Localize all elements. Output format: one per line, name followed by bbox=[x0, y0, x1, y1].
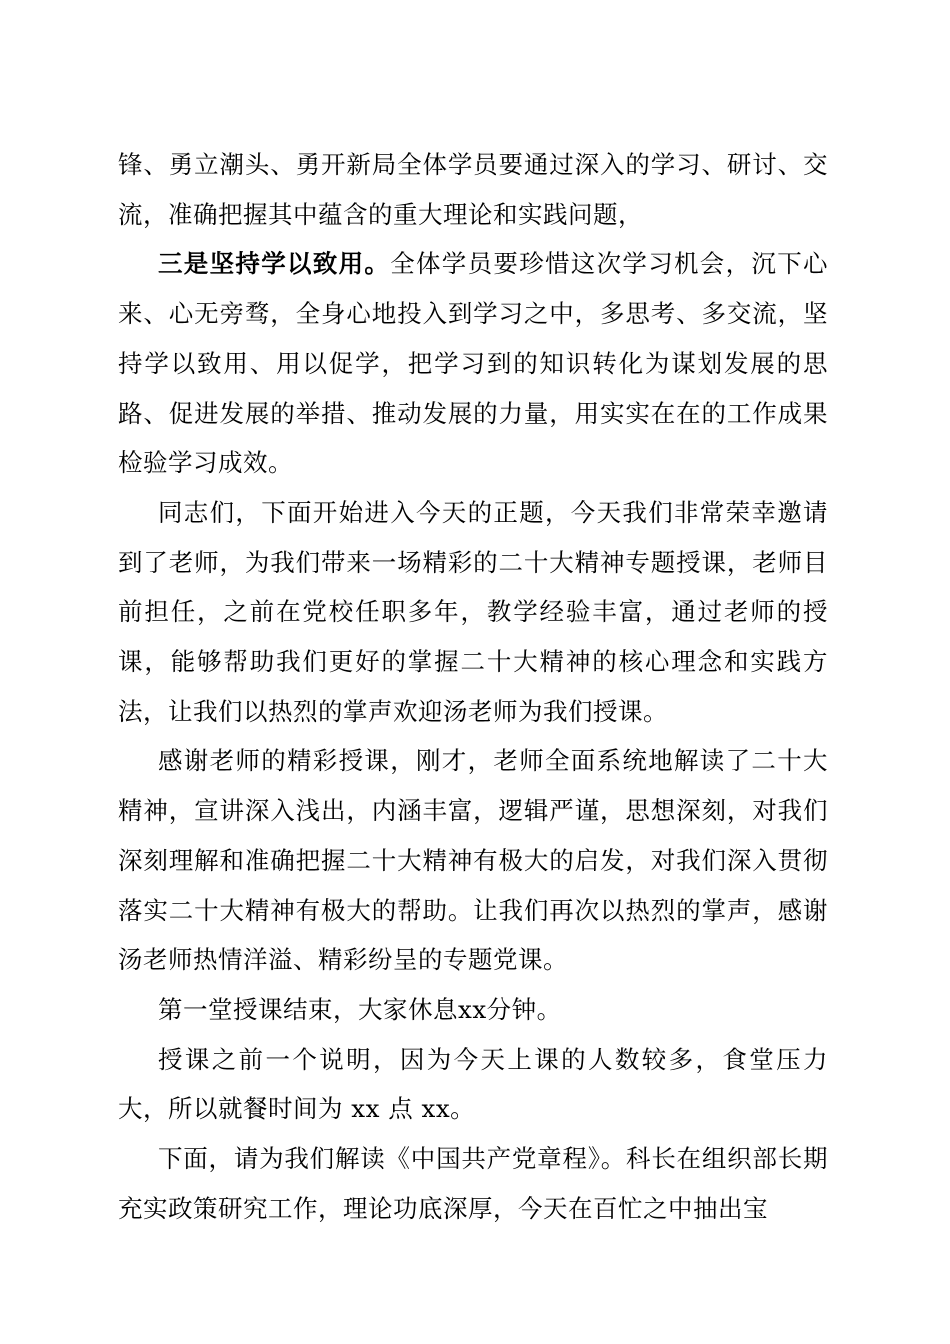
paragraph-5 bbox=[118, 985, 828, 1035]
paragraph-3-text: 同志们，下面开始进入今天的正题，今天我们非常荣幸邀请到了老师，为我们带来一场精彩的二十大精神专题授课，老师目前担任，之前在党校任职多年，教学经验丰富，通过老师的授课，能够帮助我们更好的掌握二十大精神的核心理念和实践方法，让我们以热烈的掌声欢迎汤老师为我们授课。 bbox=[118, 497, 828, 726]
paragraph-4-text: 感谢老师的精彩授课，刚才，老师全面系统地解读了二十大精神，宣讲深入浅出，内涵丰富，逻辑严谨，思想深刻，对我们深刻理解和准确把握二十大精神有极大的启发，对我们深入贯彻落实二十大精神有极大的帮助。让我们再次以热烈的掌声，感谢汤老师热情洋溢、精彩纷呈的专题党课。 bbox=[118, 746, 828, 975]
paragraph-2-lead: 三是坚持学以致用。 bbox=[158, 249, 391, 279]
paragraph-2 bbox=[118, 239, 828, 488]
paragraph-4 bbox=[118, 736, 828, 985]
paragraph-1 bbox=[118, 140, 828, 239]
document-body bbox=[118, 140, 828, 1233]
paragraph-5-text: 第一堂授课结束，大家休息xx分钟。 bbox=[158, 994, 562, 1024]
paragraph-7-text: 下面，请为我们解读《中国共产党章程》。科长在组织部长期充实政策研究工作，理论功底深厚，今天在百忙之中抽出宝 bbox=[118, 1144, 828, 1223]
paragraph-1-text: 锋、勇立潮头、勇开新局全体学员要通过深入的学习、研讨、交流，准确把握其中蕴含的重大理论和实践问题， bbox=[118, 150, 828, 229]
paragraph-7 bbox=[118, 1134, 828, 1233]
paragraph-3 bbox=[118, 488, 828, 737]
paragraph-6 bbox=[118, 1035, 828, 1134]
paragraph-6-text: 授课之前一个说明，因为今天上课的人数较多，食堂压力大，所以就餐时间为 xx 点 xx。 bbox=[118, 1044, 828, 1124]
paragraph-2-text: 全体学员要珍惜这次学习机会，沉下心来、心无旁骛，全身心地投入到学习之中，多思考、多交流，坚持学以致用、用以促学，把学习到的知识转化为谋划发展的思路、促进发展的举措、推动发展的力量，用实实在在的工作成果检验学习成效。 bbox=[118, 249, 829, 478]
